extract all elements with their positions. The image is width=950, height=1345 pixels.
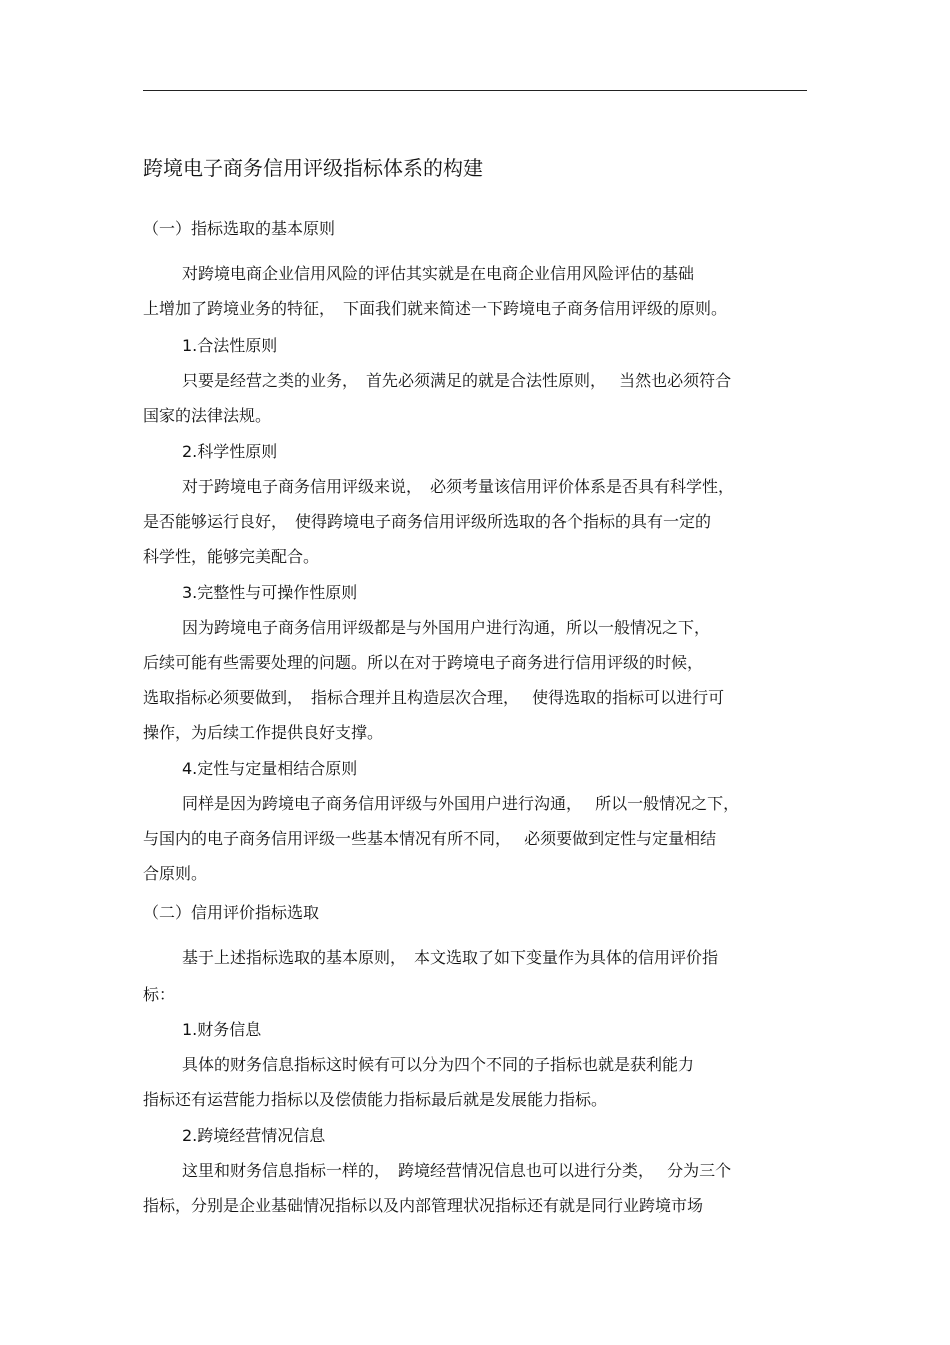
principle3-line-3: 选取指标必须要做到， 指标合理并且构造层次合理， 使得选取的指标可以进行可 [143,688,725,707]
indicator2-heading: 2.跨境经营情况信息 [182,1126,326,1145]
principle1-line-2: 国家的法律法规。 [143,406,272,425]
principle3-heading: 3.完整性与可操作性原则 [182,583,358,602]
principle4-line-2: 与国内的电子商务信用评级一些基本情况有所不同， 必须要做到定性与定量相结 [143,829,717,848]
principle1-heading: 1.合法性原则 [182,336,278,355]
principle4-line-3: 合原则。 [143,864,208,883]
intro-line-1: 对跨境电商企业信用风险的评估其实就是在电商企业信用风险评估的基础 [182,264,695,283]
principle3-line-1: 因为跨境电子商务信用评级都是与外国用户进行沟通，所以一般情况之下， [182,618,711,637]
principle3-line-2: 后续可能有些需要处理的问题。所以在对于跨境电子商务进行信用评级的时候， [143,653,704,672]
indicator2-line-1: 这里和财务信息指标一样的， 跨境经营情况信息也可以进行分类， 分为三个 [182,1161,732,1180]
section2-intro-line-1: 基于上述指标选取的基本原则， 本文选取了如下变量作为具体的信用评价指 [182,948,719,967]
indicator1-line-1: 具体的财务信息指标这时候有可以分为四个不同的子指标也就是获利能力 [182,1055,695,1074]
section2-heading: （二）信用评价指标选取 [143,903,320,922]
principle2-line-1: 对于跨境电子商务信用评级来说， 必须考量该信用评价体系是否具有科学性， [182,477,735,496]
indicator2-line-2: 指标，分别是企业基础情况指标以及内部管理状况指标还有就是同行业跨境市场 [143,1196,704,1215]
intro-line-2: 上增加了跨境业务的特征， 下面我们就来简述一下跨境电子商务信用评级的原则。 [143,299,728,318]
principle2-line-2: 是否能够运行良好， 使得跨境电子商务信用评级所选取的各个指标的具有一定的 [143,512,712,531]
indicator1-heading: 1.财务信息 [182,1020,262,1039]
principle3-line-4: 操作，为后续工作提供良好支撑。 [143,723,384,742]
principle4-line-1: 同样是因为跨境电子商务信用评级与外国用户进行沟通， 所以一般情况之下， [182,794,740,813]
principle2-heading: 2.科学性原则 [182,442,278,461]
header-rule [143,90,807,91]
indicator1-line-2: 指标还有运营能力指标以及偿债能力指标最后就是发展能力指标。 [143,1090,608,1109]
section2-intro-line-2: 标： [143,985,176,1004]
principle1-line-1: 只要是经营之类的业务， 首先必须满足的就是合法性原则， 当然也必须符合 [182,371,732,390]
document-title: 跨境电子商务信用评级指标体系的构建 [143,156,483,180]
section1-heading: （一）指标选取的基本原则 [143,219,336,238]
principle2-line-3: 科学性，能够完美配合。 [143,547,320,566]
principle4-heading: 4.定性与定量相结合原则 [182,759,358,778]
